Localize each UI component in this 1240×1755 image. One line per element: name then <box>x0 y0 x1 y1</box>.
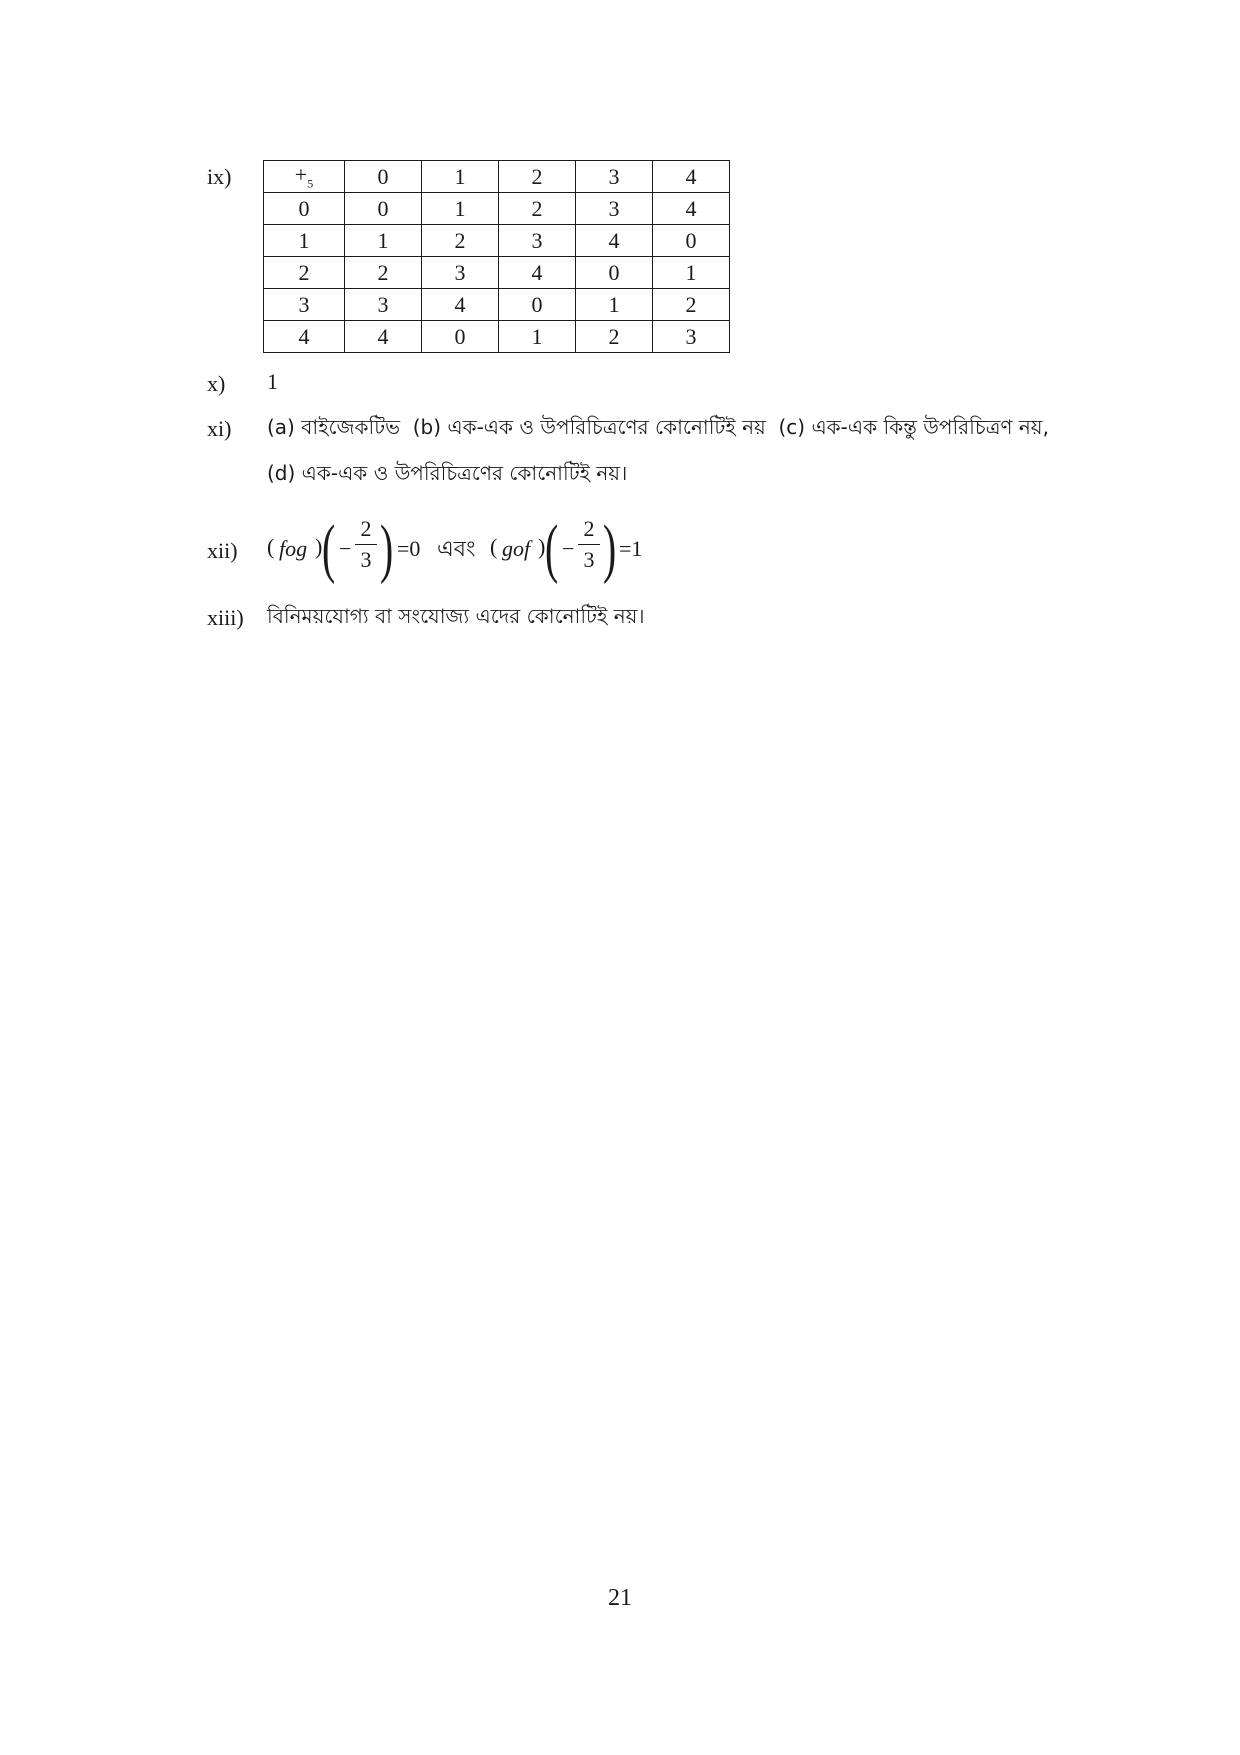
operation-subscript: 5 <box>307 176 314 191</box>
fraction-denominator: 3 <box>583 547 595 572</box>
table-row <box>264 193 730 225</box>
paren-open: ( <box>267 534 275 559</box>
table-cell: 1 <box>345 225 422 257</box>
fraction-bar <box>578 544 600 545</box>
equals-one: =1 <box>619 536 643 561</box>
header-cell: 3 <box>576 161 653 193</box>
big-paren-open: ( <box>545 512 559 585</box>
item-ix-label: ix) <box>207 164 232 189</box>
table-header-row <box>264 161 730 193</box>
table-cell: 3 <box>576 193 653 225</box>
table-cell: 2 <box>653 289 730 321</box>
table-cell: 4 <box>653 193 730 225</box>
table-cell: 1 <box>653 257 730 289</box>
minus-sign: − <box>562 536 575 561</box>
table-cell: 4 <box>499 257 576 289</box>
item-xiii-text: বিনিময়যোগ্য বা সংযোজ্য এদের কোনোটিই নয়। <box>267 604 645 628</box>
table-cell: 0 <box>499 289 576 321</box>
big-paren-open: ( <box>322 512 336 585</box>
row-header-cell: 2 <box>264 257 345 289</box>
table-cell: 0 <box>345 193 422 225</box>
table-row <box>264 321 730 353</box>
table-cell: 4 <box>576 225 653 257</box>
paren-close: ) <box>315 534 323 559</box>
header-cell: 2 <box>499 161 576 193</box>
table-cell: 1 <box>576 289 653 321</box>
fog-symbol: fog <box>279 536 308 561</box>
header-cell: 1 <box>422 161 499 193</box>
table-cell: 3 <box>653 321 730 353</box>
item-x-label: x) <box>207 371 226 396</box>
table-cell: 1 <box>499 321 576 353</box>
paren-close: ) <box>538 534 546 559</box>
table-cell: 2 <box>345 257 422 289</box>
and-word: এবং <box>437 537 476 562</box>
table-cell: 2 <box>576 321 653 353</box>
header-cell: 0 <box>345 161 422 193</box>
equals-zero: =0 <box>397 536 421 561</box>
table-cell: 3 <box>499 225 576 257</box>
row-header-cell: 3 <box>264 289 345 321</box>
header-cell: 4 <box>653 161 730 193</box>
minus-sign: − <box>339 536 352 561</box>
item-x-answer: 1 <box>267 369 278 394</box>
fraction-numerator: 2 <box>360 516 372 541</box>
table-row <box>264 257 730 289</box>
big-paren-close: ) <box>380 512 394 585</box>
operation-symbol: + <box>294 161 308 187</box>
operation-symbol-cell <box>264 161 345 193</box>
item-xiii-label: xiii) <box>207 605 244 630</box>
fraction-denominator: 3 <box>360 547 372 572</box>
item-xi-line1: (a) বাইজেকটিভ (b) এক-এক ও উপরিচিত্রণের কোনোটিই নয় (c) এক-এক কিন্তু উপরিচিত্রণ নয়, <box>267 415 1049 439</box>
fraction-two-thirds <box>578 518 600 571</box>
table-cell: 4 <box>345 321 422 353</box>
table-cell: 2 <box>499 193 576 225</box>
fraction-bar <box>355 544 377 545</box>
fraction-two-thirds <box>355 518 377 571</box>
table-cell: 2 <box>422 225 499 257</box>
item-xi-label: xi) <box>207 416 232 441</box>
table-cell: 3 <box>422 257 499 289</box>
row-header-cell: 1 <box>264 225 345 257</box>
row-header-cell: 0 <box>264 193 345 225</box>
table-row <box>264 225 730 257</box>
addition-mod-5-table <box>263 160 730 353</box>
paren-open: ( <box>490 534 498 559</box>
table-cell: 3 <box>345 289 422 321</box>
gof-symbol: gof <box>502 536 531 561</box>
table-cell: 0 <box>422 321 499 353</box>
row-header-cell: 4 <box>264 321 345 353</box>
big-paren-close: ) <box>603 512 617 585</box>
table-cell: 4 <box>422 289 499 321</box>
table-row <box>264 289 730 321</box>
fraction-numerator: 2 <box>583 516 595 541</box>
table-cell: 0 <box>653 225 730 257</box>
table-cell: 1 <box>422 193 499 225</box>
table-cell: 0 <box>576 257 653 289</box>
item-xi-line2: (d) এক-এক ও উপরিচিত্রণের কোনোটিই নয়। <box>267 461 628 485</box>
item-xii-label: xii) <box>207 538 238 563</box>
page-number: 21 <box>608 1585 632 1611</box>
